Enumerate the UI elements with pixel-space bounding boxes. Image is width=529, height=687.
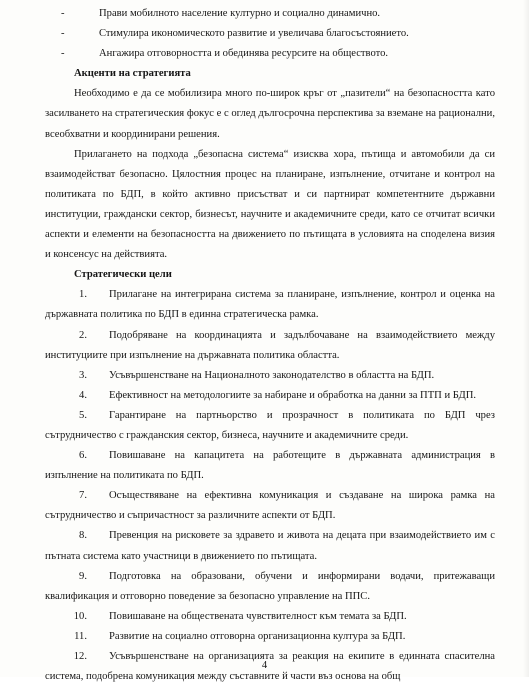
goal-text: Подготовка на образовани, обучени и информирани водачи, притежаващи квалификация и отговорно поведение за безопасно управление на ППС. [45, 570, 495, 602]
goal-number: 4. [79, 389, 87, 401]
bullet-item [45, 44, 495, 64]
goal-text: Осъществяване на ефективна комуникация и създаване на широка рамка на сътрудничество и съпричастност за различните аспекти от БДП. [45, 490, 495, 522]
goal-item [45, 406, 495, 446]
goal-number: 7. [79, 490, 87, 502]
goal-text: Усъвършенстване на Националното законодателство в областта на БДП. [109, 369, 435, 381]
goal-item [45, 446, 495, 486]
bullet-marker: - [61, 48, 65, 60]
bullet-text: Ангажира отговорността и обединява ресурсите на обществото. [99, 48, 389, 60]
goal-item [45, 326, 495, 366]
bullet-marker: - [61, 28, 65, 40]
goal-number: 8. [79, 530, 87, 542]
goal-text: Превенция на рисковете за здравето и живота на децата при взаимодействието им с пътната система като участници в движението по пътищата. [45, 530, 495, 562]
paragraph: Необходимо е да се мобилизира много по-широк кръг от „пазители“ на безопасността като засилването на стратегическия фокус е с оглед дългосрочна перспектива за вземане на рационални, всеобхватни и координирани решения. [45, 88, 495, 140]
goal-number: 9. [79, 570, 87, 582]
paragraph: Прилагането на подхода „безопасна система“ изисква хора, пътища и автомобили да си взаимодействат безопасно. Цялостния процес на планиране, изпълнение, отчитане и контрол на политиката по БДП, в който активно присъстват и си партнират компетентните държавни институции, граждански сектор, бизнесът, научните и академичните среди, като се отчитат всички аспекти и елементи на безопасността на движението по пътищата в условията на споделена визия и консенсус на действията. [45, 148, 495, 261]
goal-item [45, 526, 495, 566]
page-number: 4 [261, 660, 268, 671]
goal-item [45, 627, 495, 647]
goal-text: Ефективност на методологиите за набиране и обработка на данни за ПТП и БДП. [109, 389, 477, 401]
goal-item [45, 386, 495, 406]
bullet-text: Прави мобилното население културно и социално динамично. [99, 8, 381, 19]
goal-text: Развитие на социално отговорна организационна култура за БДП. [109, 630, 406, 642]
bullet-marker: - [61, 8, 65, 19]
goal-number: 12. [73, 651, 87, 662]
bullet-text: Стимулира икономическото развитие и увеличава благосъстоянието. [99, 28, 409, 40]
goal-item [45, 366, 495, 386]
section-heading-strategic-goals: Стратегически цели [74, 269, 172, 281]
goal-text: Подобряване на координацията и задълбочаване на взаимодействието между институциите при изпълнение на държавната политика областта. [45, 329, 495, 361]
bullet-item [45, 4, 495, 24]
goal-text: Повишаване на капацитета на работещите в държавната администрация в изпълнение на политиката по БДП. [45, 450, 495, 482]
section-heading-strategy-accents: Акценти на стратегията [74, 68, 191, 80]
goal-number: 11. [74, 630, 87, 642]
bullet-item [45, 24, 495, 44]
goal-item [45, 567, 495, 607]
goal-text: Прилагане на интегрирана система за планиране, изпълнение, контрол и оценка на държавната политика по БДП в единна стратегическа рамка. [45, 289, 495, 321]
goal-number: 5. [79, 409, 87, 421]
goal-text: Гарантиране на партньорство и прозрачност в политиката по БДП чрез сътрудничество с гражданския сектор, бизнеса, научните и академичните среди. [45, 409, 495, 441]
goal-number: 3. [79, 369, 87, 381]
goal-item [45, 285, 495, 325]
goal-text: Усъвършенстване на организацията за реакция на екипите в единната спасителна система, подобрена комуникация между съставните й части въз основа на общ [45, 651, 495, 683]
goal-item [45, 486, 495, 526]
page-content [45, 4, 495, 687]
goal-number: 2. [79, 329, 87, 341]
scan-edge-shadow [523, 0, 529, 677]
goal-text: Повишаване на обществената чувствителност към темата за БДП. [109, 610, 407, 622]
goal-number: 6. [79, 450, 87, 462]
goal-item [45, 607, 495, 627]
goal-number: 10. [73, 610, 87, 622]
goal-number: 1. [79, 289, 87, 301]
